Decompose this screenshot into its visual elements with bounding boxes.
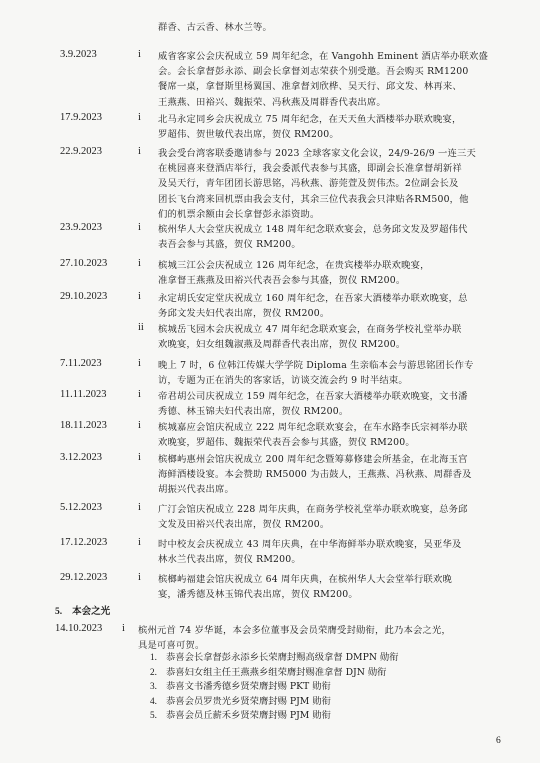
entry-numeral: i (138, 49, 141, 60)
entry-date: 18.11.2023 (60, 420, 107, 431)
honor-numeral: i (122, 623, 125, 634)
entry-date: 3.9.2023 (60, 49, 97, 60)
entry-numeral: i (138, 502, 141, 513)
list-item: 5. 恭喜会员丘薪禾乡贤荣膺封赐 PJM 勋衔 (150, 710, 331, 722)
entry-numeral: i (138, 358, 141, 369)
entry-date: 27.10.2023 (60, 258, 108, 269)
entry-text: 晚上 7 时，6 位韩江传媒大学学院 Diploma 生亲临本会与游思铭团长作专 访，专题为正在消失的客家话，访谈交流会约 9 时半结束。 (158, 360, 474, 387)
entry-date: 29.10.2023 (60, 291, 108, 302)
entry-text: 槟榔屿福建会馆庆祝成立 64 周年庆典，在槟州华人大会堂举行联欢晚 宴，潘秀德及林玉锦代表出席，贺仪 RM200。 (158, 574, 452, 601)
entry-numeral: i (138, 291, 141, 302)
entry-text: 槟州华人大会堂庆祝成立 148 周年纪念联欢宴会，总务邱文发及罗超伟代 表吾会参与其盛，贺仪 RM200。 (158, 224, 468, 251)
entry-numeral: i (138, 420, 141, 431)
entry-date: 17.9.2023 (60, 112, 102, 123)
list-item: 2. 恭喜妇女组主任王燕燕乡组荣膺封赐准拿督 DJN 勋衔 (150, 666, 387, 678)
entry-text: 槟城三江公会庆祝成立 126 周年纪念，在贵宾楼举办联欢晚宴， 准拿督王燕燕及田裕兴代表吾会参与其盛，贺仪 RM200。 (158, 260, 430, 287)
entry-text: 槟榔屿惠州会馆庆祝成立 200 周年纪念暨筹募修建会所基金，在北海玉宫 海鲜酒楼设宴。本会赞助 RM5000 为击鼓人，王燕燕、冯秋燕、周群香及 胡振兴代表出席。 (158, 454, 472, 496)
honor-list (150, 651, 480, 724)
entry-numeral: i (138, 537, 141, 548)
section-number: 5. (55, 607, 63, 617)
entry-date: 22.9.2023 (60, 146, 102, 157)
section-title-text: 本会之光 (72, 606, 111, 617)
entry-text: 广汀会馆庆祝成立 228 周年庆典，在商务学校礼堂举办联欢晚宴，总务邱 文发及田裕兴代表出席，贺仪 RM200。 (158, 504, 468, 531)
entry-numeral: i (138, 112, 141, 123)
entry-numeral: i (138, 222, 141, 233)
page-number: 6 (496, 736, 501, 746)
entry-date: 5.12.2023 (60, 502, 102, 513)
entry-date: 29.12.2023 (60, 572, 108, 583)
section-heading (55, 603, 110, 617)
honor-text: 槟州元首 74 岁华诞，本会多位董事及会员荣膺受封勋衔，此乃本会之光， 具是可喜可贺。 (138, 625, 451, 652)
continuation-text: 群香、古云香、林水兰等。 (158, 22, 272, 33)
entry-text: 槟城嘉应会馆庆祝成立 222 周年纪念联欢宴会，在车水路李氏宗祠举办联 欢晚宴，罗超伟、魏振荣代表吾会参与其盛，贺仪 RM200。 (158, 422, 468, 449)
entry-numeral: i (138, 572, 141, 583)
entry-text: 帝君胡公司庆祝成立 159 周年纪念，在吾家大酒楼举办联欢晚宴，文书潘 秀德、林玉锦夫妇代表出席，贺仪 RM200。 (158, 391, 468, 418)
entry-date: 23.9.2023 (60, 222, 102, 233)
entry-text: 我会受台湾客联委邀请参与 2023 全球客家文化会议，24/9-26/9 一连三天 在桃园喜来登酒店举行，我会委派代表参与其盛，即副会长准拿督胡新祥 及吴天行，青年团团长游思铭，冯秋燕、游莞萱及贺伟杰。2位副会长及 团长飞台湾来回机票由我会支付，其余三位代表我会只津贴各RM500，他 们的机票余额由会长拿督彭永添资助。 (158, 148, 477, 220)
entry-text: 时中校友会庆祝成立 43 周年庆典，在中华海鲜举办联欢晚宴，吴亚华及 林水兰代表出席，贺仪 RM200。 (158, 539, 462, 566)
list-item: 3. 恭喜文书潘秀德乡贤荣膺封赐 PKT 勋衔 (150, 681, 331, 693)
entry-date: 3.12.2023 (60, 452, 102, 463)
list-item: 1. 恭喜会长拿督彭永添乡长荣膺封赐高级拿督 DMPN 勋衔 (150, 652, 399, 663)
entry-date: 7.11.2023 (60, 358, 102, 369)
entry-numeral: i (138, 389, 141, 400)
entry-text: 槟城岳飞园木会庆祝成立 47 周年纪念联欢宴会，在商务学校礼堂举办联 欢晚宴，妇女组魏淑燕及周群香代表出席，贺仪 RM200。 (158, 324, 462, 351)
entry-numeral: i (138, 452, 141, 463)
entry-text: 北马永定同乡会庆祝成立 75 周年纪念，在天天鱼大酒楼举办联欢晚宴， 罗超伟、贺世敏代表出席，贺仪 RM200。 (158, 114, 462, 141)
entry-text: 永定胡氏安定堂庆祝成立 160 周年纪念，在吾家大酒楼举办联欢晚宴，总 务邱文发夫妇代表出席，贺仪 RM200。 (158, 293, 468, 320)
entry-date: 11.11.2023 (60, 389, 107, 400)
list-item: 4. 恭喜会员罗贵光乡贤荣膺封赐 PJM 勋衔 (150, 695, 331, 707)
entry-numeral: i (138, 258, 141, 269)
entry-text: 威省客家公会庆祝成立 59 周年纪念，在 Vangohh Eminent 酒店举办联欢盛 会。会长拿督彭永添、副会长拿督刘志荣获个别受邀。吾会购买 RM1200 餐席一桌，拿督斯里杨翼国、准拿督刘欣桦、吴天行、邱文发、林再来、 王燕燕、田裕兴、魏振荣、冯秋燕及周群香代表出席。 (158, 51, 488, 108)
entry-numeral: ii (138, 322, 144, 333)
entry-numeral: i (138, 146, 141, 157)
honor-date: 14.10.2023 (55, 623, 103, 634)
entry-date: 17.12.2023 (60, 537, 108, 548)
